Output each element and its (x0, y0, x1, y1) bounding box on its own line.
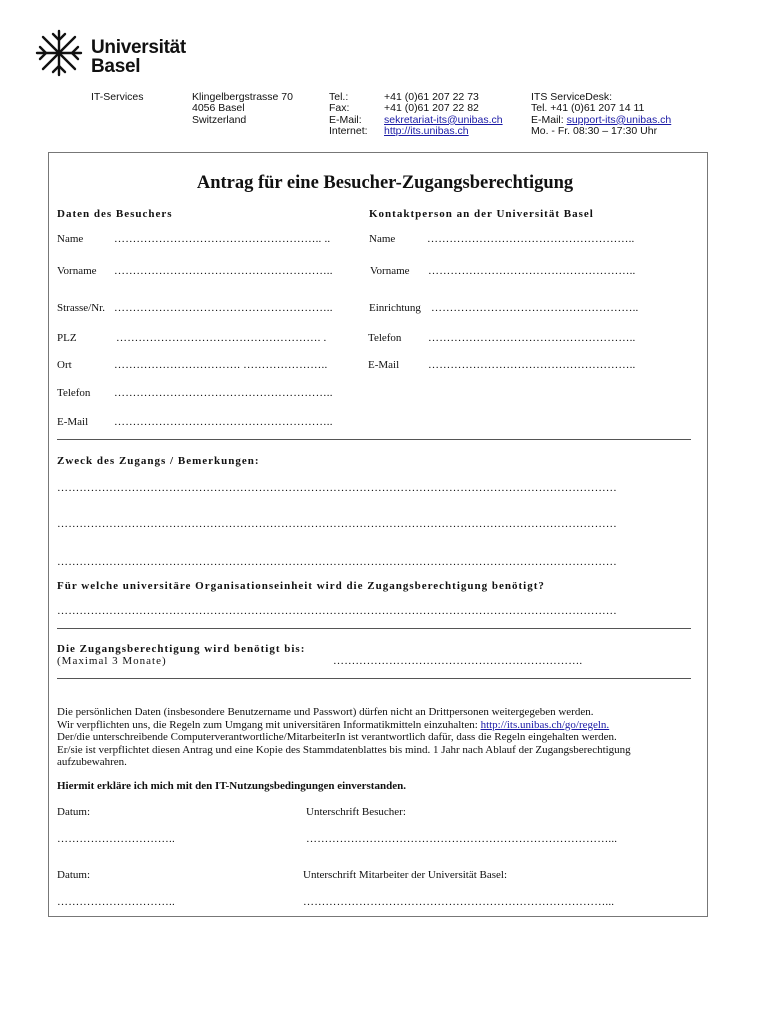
servicedesk-title: ITS ServiceDesk: (531, 91, 613, 103)
date-field-1[interactable]: ………………………….. (57, 833, 175, 845)
visitor-phone-field[interactable]: ………………………………………………….. (114, 387, 333, 399)
divider (57, 628, 691, 629)
divider (57, 678, 691, 679)
contact-phone-label: Telefon (368, 332, 402, 344)
visitor-city-field[interactable]: ……………………………. ………………….. (114, 359, 328, 371)
visitor-zip-field[interactable]: ………………………………………………. . (116, 332, 327, 344)
staff-signature-field[interactable]: ………………………………………………………………………... (303, 896, 615, 908)
visitor-street-field[interactable]: ………………………………………………….. (114, 302, 333, 314)
email-label: E-Mail: (329, 113, 362, 126)
date-label-2: Datum: (57, 869, 90, 881)
support-email-link[interactable]: support-its@unibas.ch (566, 113, 672, 126)
visitor-firstname-field[interactable]: ………………………………………………….. (114, 265, 333, 277)
divider (57, 439, 691, 440)
logo-line-2: Basel (91, 56, 141, 77)
servicedesk-block (531, 92, 671, 137)
visitor-name-field[interactable]: ……………………………………………….. .. (114, 233, 331, 245)
visitor-signature-label: Unterschrift Besucher: (306, 806, 406, 818)
contact-name-label: Name (369, 233, 396, 245)
org-unit-field[interactable]: …………………………………………………………………………………………………………………………………… (57, 605, 617, 617)
notice-line: Der/die unterschreibende Computerverantwortliche/MitarbeiterIn ist verantwortlich dafür, dass die Regeln eingehalten werden. (57, 731, 617, 743)
visitor-section-heading: Daten des Besuchers (57, 208, 173, 220)
notice-line: Wir verpflichten uns, die Regeln zum Umgang mit universitären Informatikmitteln einzuhalten: (57, 718, 481, 731)
servicedesk-email-label: E-Mail: (531, 113, 567, 126)
its-website-link[interactable]: http://its.unibas.ch (384, 124, 469, 137)
notice-line: Er/sie ist verpflichtet diesen Antrag und eine Kopie des Stammdatenblattes bis mind. 1 Jahr nach Ablauf der Zugangsberechtigung (57, 743, 631, 756)
visitor-zip-label: PLZ (57, 332, 77, 344)
servicedesk-hours: Mo. - Fr. 08:30 – 17:30 Uhr (531, 124, 658, 137)
org-unit-question: Für welche universitäre Organisationseinheit wird die Zugangsberechtigung benötigt? (57, 580, 545, 592)
contact-email-field[interactable]: ……………………………………………….. (428, 359, 636, 371)
secretariat-email-link[interactable]: sekretariat-its@unibas.ch (384, 113, 503, 126)
visitor-email-field[interactable]: ………………………………………………….. (114, 416, 333, 428)
contact-section-heading: Kontaktperson an der Universität Basel (369, 208, 594, 220)
contact-email-label: E-Mail (368, 359, 400, 371)
visitor-name-label: Name (57, 233, 84, 245)
visitor-signature-field[interactable]: ………………………………………………………………………... (306, 833, 618, 845)
tel-label: Tel.: (329, 91, 349, 103)
purpose-field-line-2[interactable]: …………………………………………………………………………………………………………………………………… (57, 518, 617, 530)
purpose-field-line-3[interactable]: …………………………………………………………………………………………………………………………………… (57, 556, 617, 568)
contact-name-field[interactable]: ……………………………………………….. (427, 233, 635, 245)
contact-firstname-label: Vorname (370, 265, 410, 277)
contact-unit-field[interactable]: ……………………………………………….. (431, 302, 639, 314)
servicedesk-tel: Tel. +41 (0)61 207 14 11 (531, 102, 645, 115)
notice-line: aufzubewahren. (57, 756, 127, 768)
university-logo-text (91, 38, 186, 76)
address-line: Switzerland (192, 113, 247, 126)
duration-note: (Maximal 3 Monate) (57, 655, 167, 667)
contact-phone-field[interactable]: ……………………………………………….. (428, 332, 636, 344)
visitor-city-label: Ort (57, 359, 72, 371)
fax-label: Fax: (329, 102, 350, 115)
visitor-firstname-label: Vorname (57, 265, 97, 277)
date-field-2[interactable]: ………………………….. (57, 896, 175, 908)
tel-value: +41 (0)61 207 22 73 (384, 91, 479, 103)
address-line: Klingelbergstrasse 70 (192, 91, 293, 103)
internet-label: Internet: (329, 124, 368, 137)
agreement-statement: Hiermit erkläre ich mich mit den IT-Nutzungsbedingungen einverstanden. (57, 780, 406, 792)
duration-field[interactable]: …………………………………………………………. (333, 655, 583, 667)
contact-unit-label: Einrichtung (369, 302, 421, 314)
contact-firstname-field[interactable]: ……………………………………………….. (428, 265, 636, 277)
address-block (192, 92, 293, 126)
university-logo-icon (34, 28, 84, 78)
date-label-1: Datum: (57, 806, 90, 818)
visitor-phone-label: Telefon (57, 387, 91, 399)
address-line: 4056 Basel (192, 102, 245, 115)
form-title: Antrag für eine Besucher-Zugangsberechtigung (196, 173, 574, 193)
department: IT-Services (91, 91, 144, 103)
contact-values (384, 92, 503, 137)
purpose-heading: Zweck des Zugangs / Bemerkungen: (57, 455, 260, 467)
visitor-street-label: Strasse/Nr. (57, 302, 105, 314)
logo-line-1: Universität (91, 37, 186, 58)
fax-value: +41 (0)61 207 22 82 (384, 102, 479, 115)
notice-paragraph (57, 706, 697, 769)
purpose-field-line-1[interactable]: …………………………………………………………………………………………………………………………………… (57, 482, 617, 494)
notice-line: Die persönlichen Daten (insbesondere Benutzername und Passwort) dürfen nicht an Drittpersonen weitergegeben werden. (57, 706, 594, 718)
staff-signature-label: Unterschrift Mitarbeiter der Universität Basel: (303, 869, 508, 881)
rules-link[interactable]: http://its.unibas.ch/go/regeln. (480, 718, 610, 731)
duration-heading: Die Zugangsberechtigung wird benötigt bis: (57, 643, 306, 655)
visitor-email-label: E-Mail (57, 416, 89, 428)
contact-labels (329, 92, 368, 137)
